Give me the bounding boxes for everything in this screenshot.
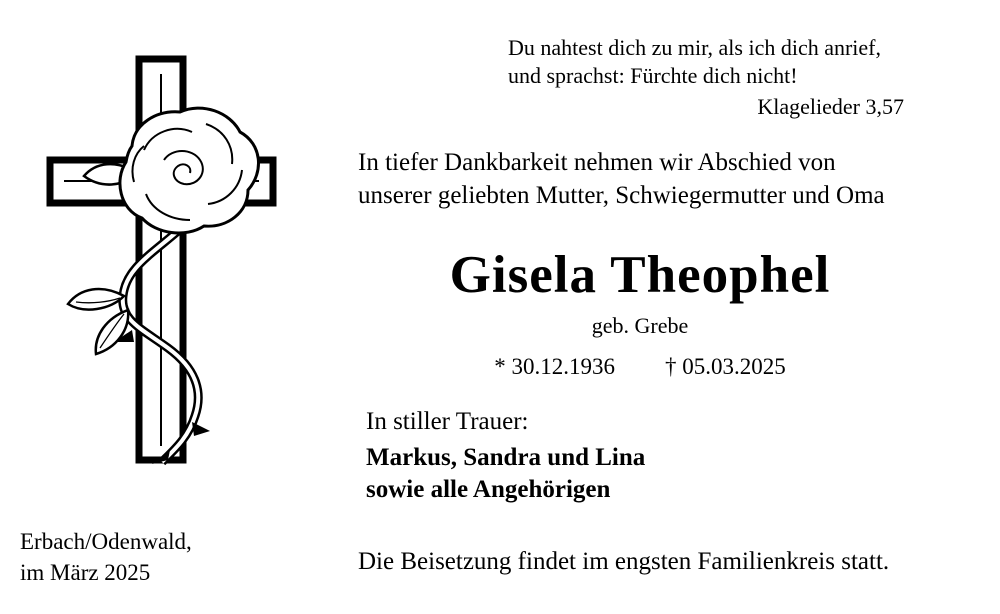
bible-quote [508, 34, 904, 121]
intro-text [358, 146, 958, 212]
mourners-line-2: sowie alle Angehörigen [366, 476, 611, 503]
quote-attribution: Klagelieder 3,57 [757, 94, 904, 119]
quote-line-2: und sprachst: Fürchte dich nicht! [508, 63, 798, 88]
date-line: im März 2025 [20, 560, 151, 585]
deceased-name: Gisela Theophel [449, 246, 831, 304]
quote-line-1: Du nahtest dich zu mir, als ich dich anrief, [508, 35, 882, 60]
place-line: Erbach/Odenwald, [20, 529, 192, 554]
intro-line-1: In tiefer Dankbarkeit nehmen wir Abschied von [358, 149, 836, 176]
deceased-block [330, 248, 950, 380]
place-date-block [20, 526, 192, 588]
death-date: † 05.03.2025 [665, 353, 786, 379]
cross-rose-illustration [40, 52, 290, 467]
mourning-label: In stiller Trauer: [366, 408, 529, 435]
maiden-name: geb. Grebe [591, 312, 689, 338]
intro-line-2: unserer geliebten Mutter, Schwiegermutter und Oma [358, 182, 885, 209]
cross-rose-svg [40, 52, 290, 467]
mourning-block [366, 406, 645, 506]
life-dates [330, 354, 950, 380]
mourners-line-1: Markus, Sandra und Lina [366, 444, 646, 471]
birth-date: * 30.12.1936 [494, 353, 615, 379]
closing-line: Die Beisetzung findet im engsten Familienkreis statt. [358, 548, 890, 575]
